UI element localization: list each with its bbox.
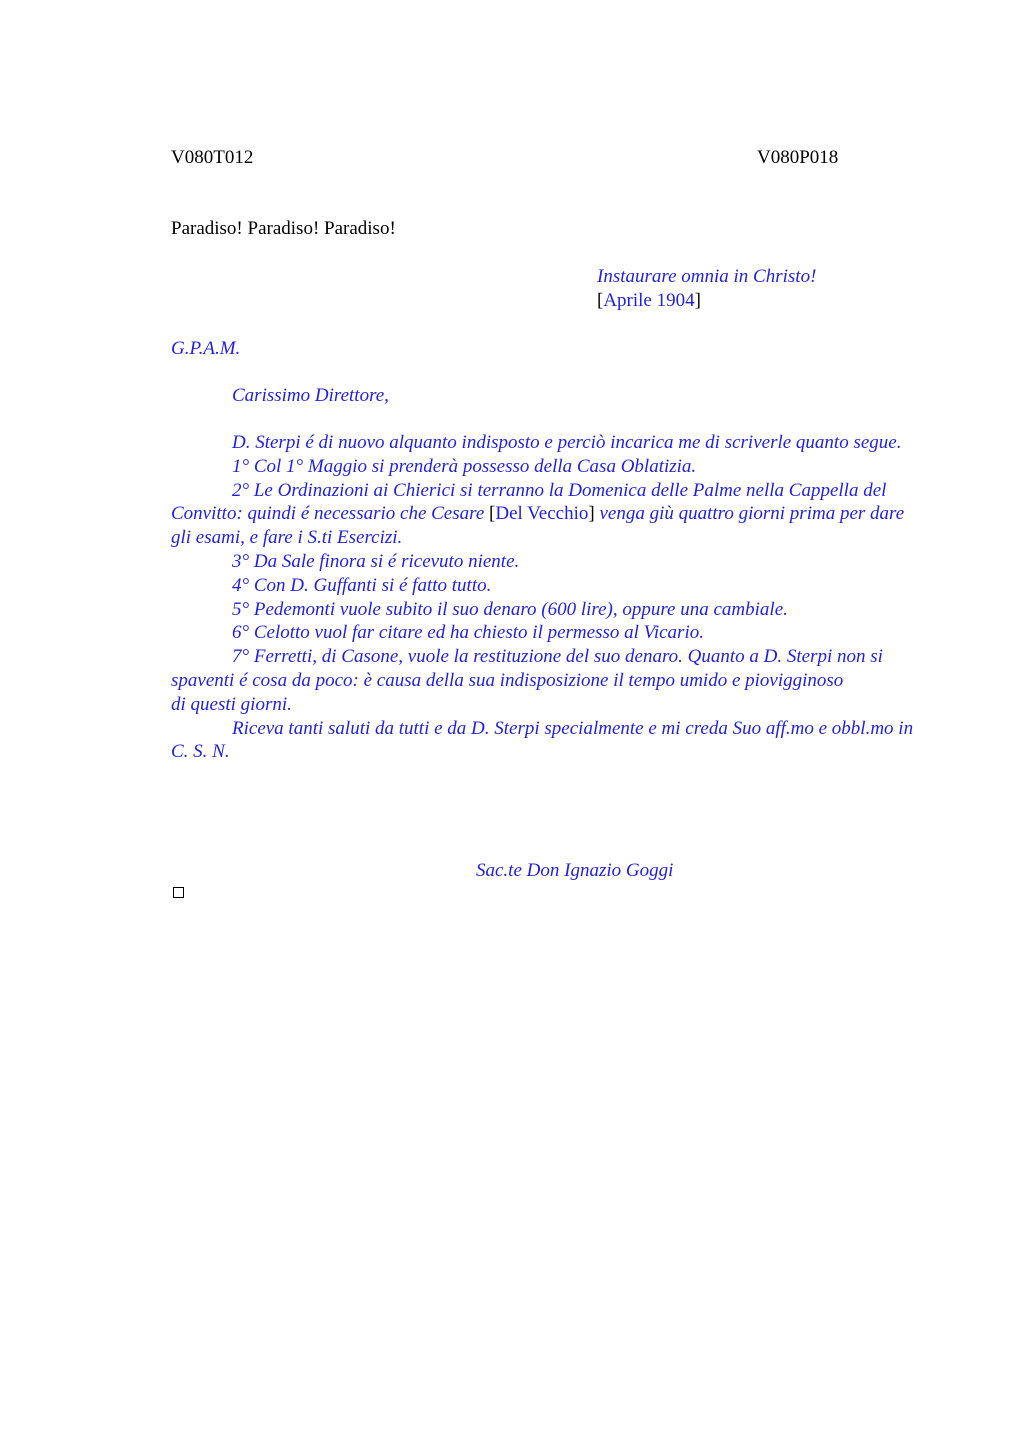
item2-bracket-close: ] bbox=[588, 503, 595, 525]
closing-paragraph: Riceva tanti saluti da tutti e da D. Sterpi specialmente e mi creda Suo aff.mo e obbl.mo in C. S. N. bbox=[171, 717, 914, 763]
list-item-2 bbox=[171, 479, 921, 550]
date-bracket-close: ] bbox=[694, 290, 701, 311]
list-item-5: 5° Pedemonti vuole subito il suo denaro (600 lire), oppure una cambiale. bbox=[232, 598, 788, 620]
item2-bracket-open: [ bbox=[489, 503, 496, 525]
item2-text-end: venga giù quattro giorni prima per dare gli esami, e fare i S.ti Esercizi. bbox=[171, 503, 905, 549]
signature: Sac.te Don Ignazio Goggi bbox=[476, 860, 674, 881]
salutation: Carissimo Direttore, bbox=[232, 385, 389, 406]
item2-editorial-name: Del Vecchio bbox=[495, 503, 589, 525]
document-code-left: V080T012 bbox=[171, 147, 254, 168]
date-bracket-open: [ bbox=[597, 290, 604, 311]
invocation-line: Paradiso! Paradiso! Paradiso! bbox=[171, 218, 396, 239]
date-line bbox=[597, 289, 701, 313]
document-code-right: V080P018 bbox=[757, 147, 839, 168]
date-text: Aprile 1904 bbox=[603, 290, 695, 311]
list-item-6: 6° Celotto vuol far citare ed ha chiesto il permesso al Vicario. bbox=[232, 622, 704, 644]
list-item-7-continuation: di questi giorni. bbox=[171, 693, 292, 715]
list-item-4: 4° Con D. Guffanti si é fatto tutto. bbox=[232, 574, 492, 596]
item2-text-start: 2° Le Ordinazioni ai Chierici si terranno la Domenica delle Palme nella Cappella del Convitto: quindi é necessario che Cesare bbox=[171, 479, 887, 525]
paragraph-intro: D. Sterpi é di nuovo alquanto indisposto e perciò incarica me di scriverle quanto segue. bbox=[232, 432, 902, 453]
gpam-heading: G.P.A.M. bbox=[171, 338, 241, 359]
motto-line: Instaurare omnia in Christo! bbox=[597, 266, 817, 287]
list-item-3: 3° Da Sale finora si é ricevuto niente. bbox=[232, 550, 520, 572]
end-marker-box-icon bbox=[173, 887, 184, 898]
list-item-7: 7° Ferretti, di Casone, vuole la restituzione del suo denaro. Quanto a D. Sterpi non si spaventi é cosa da poco: è causa della sua indisposizione il tempo umido e piovigginoso bbox=[171, 646, 883, 691]
letter-body bbox=[171, 431, 921, 764]
list-item-1: 1° Col 1° Maggio si prenderà possesso della Casa Oblatizia. bbox=[232, 455, 697, 477]
